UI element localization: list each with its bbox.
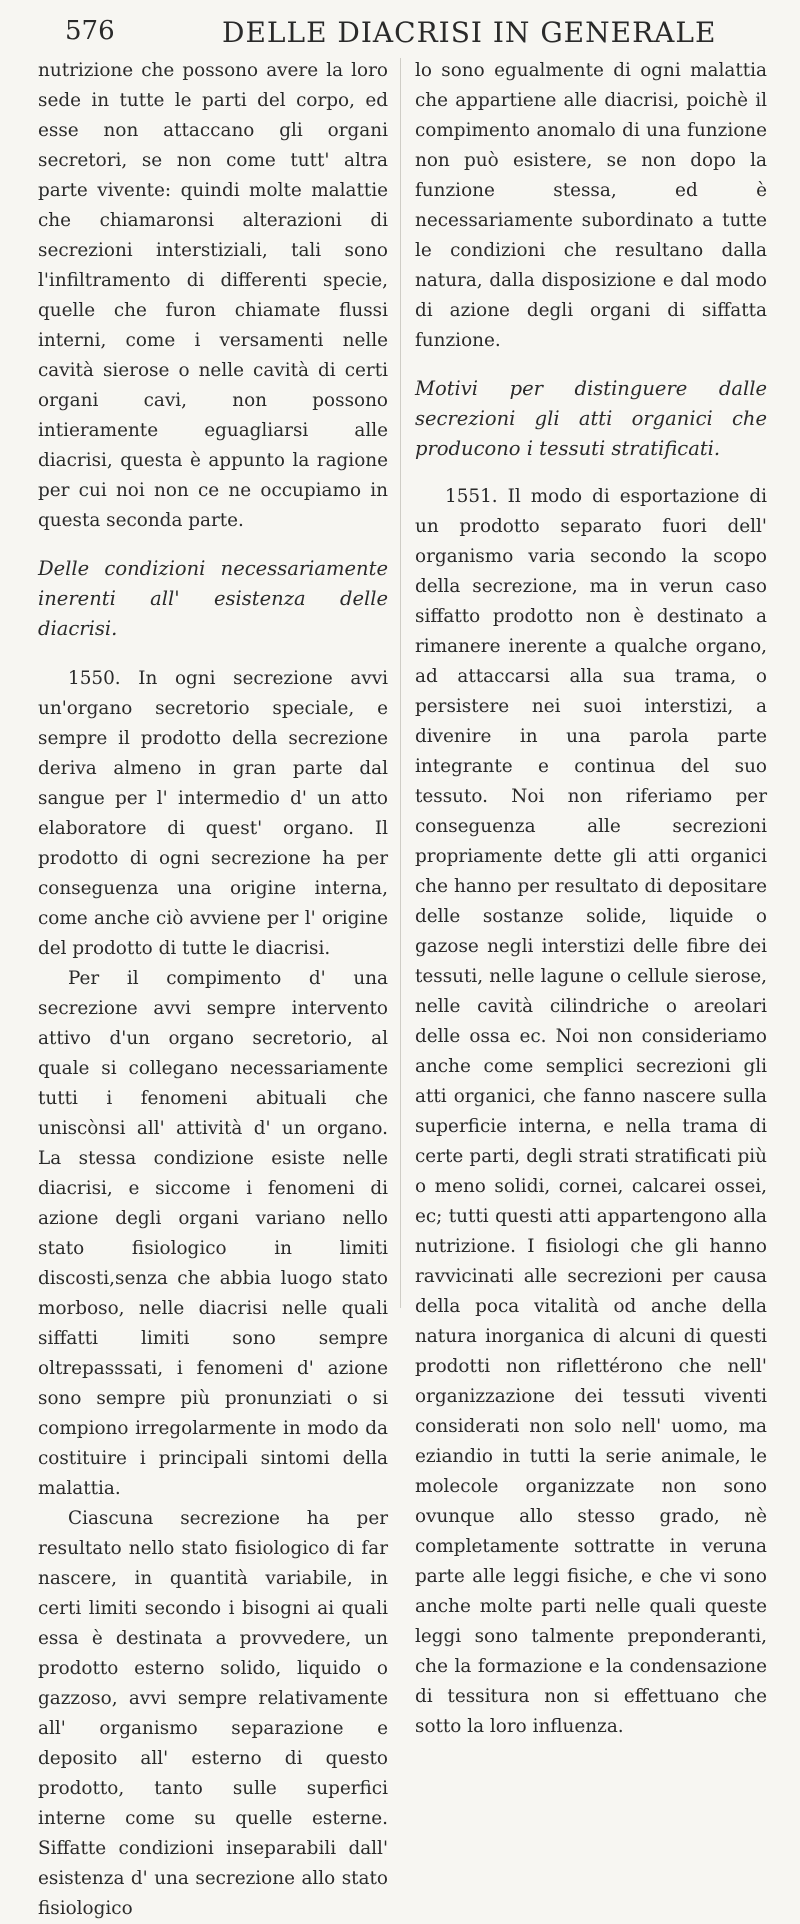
paragraph-1551: 1551. Il modo di esportazione di un prodotto separato fuori dell' organismo varia secondo la scopo della secrezione, ma in verun caso siffatto prodotto non è destinato a rimanere inerente a qualche organo, ad attaccarsi alla sua trama, o persistere nei suoi interstizi, a divenire in una parola parte integrante e continua del suo tessuto. Noi non riferiamo per conseguenza alle secrezioni propriamente dette gli atti organici che hanno per resultato di depositare delle sostanze solide, liquide o gazose negli interstizi delle fibre dei tessuti, nelle lagune o cellule sierose, nelle cavità cilindriche o areolari delle ossa ec. Noi non consideriamo anche come semplici secrezioni gli atti organici, che fanno nascere sulla superficie interna, e nella trama di certe parti, degli strati stratificati più o meno solidi, cornei, calcarei ossei, ec; tutti questi atti appartengono alla nutrizione. I fisiologi che gli hanno ravvicinati alle secrezioni per causa della poca vitalità od anche della natura inorganica di alcuni di questi prodotti non riflettérono che nell' organizzazione dei tessuti viventi considerati non solo nell' uomo, ma eziandio in tutti la serie animale, le molecole organizzate non sono ovunque allo stesso grado, nè completamente sottratte in veruna parte alle leggi fisiche, e che vi sono anche molte parti nelle quali queste leggi sono talmente preponderanti, che la formazione e la condensazione di tessitura non si effettuano che sotto la loro influenza.: [415, 486, 767, 1737]
page-header: [0, 14, 800, 54]
paragraph-1550: 1550. In ogni secrezione avvi un'organo secretorio speciale, e sempre il prodotto della secrezione deriva almeno in gran parte dal sangue per l' intermedio d' un atto elaboratore di quest' organo. Il prodotto di ogni secrezione ha per conseguenza una origine interna, come anche ciò avviene per l' origine del prodotto di tutte le diacrisi.: [38, 668, 388, 959]
running-title: DELLE DIACRISI IN GENERALE: [222, 16, 717, 49]
paragraph: lo sono egualmente di ogni malattia che appartiene alle diacrisi, poichè il compimento anomalo di una funzione non può esistere, se non dopo la funzione stessa, ed è necessariamente subordinato a tutte le condizioni che resultano dalla natura, dalla disposizione e dal modo di azione degli organi di siffatta funzione.: [415, 60, 767, 351]
section-heading: Motivi per distinguere dalle secrezioni gli atti organici che producono i tessuti stratificati.: [415, 377, 767, 460]
paragraph: Per il compimento d' una secrezione avvi sempre intervento attivo d'un organo secretorio, al quale si collegano necessariamente tutti i fenomeni abituali che uniscònsi all' attività d' un organo. La stessa condizione esiste nelle diacrisi, e siccome i fenomeni di azione degli organi variano nello stato fisiologico in limiti discosti,senza che abbia luogo stato morboso, nelle diacrisi nelle quali siffatti limiti sono sempre oltrepasssati, i fenomeni d' azione sono sempre più pronunziati o si compiono irregolarmente in modo da costituire i principali sintomi della malattia.: [38, 968, 388, 1499]
paragraph: Ciascuna secrezione ha per resultato nello stato fisiologico di far nascere, in quantità variabile, in certi limiti secondo i bisogni ai quali essa è destinata a provvedere, un prodotto esterno solido, liquido o gazzoso, avvi sempre relativamente all' organismo separazione e deposito all' esterno di questo prodotto, tanto sulle superfici interne come su quelle esterne. Siffatte condizioni inseparabili dall' esistenza d' una secrezione allo stato fisiologico: [38, 1508, 388, 1919]
paragraph: nutrizione che possono avere la loro sede in tutte le parti del corpo, ed esse non attaccano gli organi secretori, se non come tutt' altra parte vivente: quindi molte malattie che chiamaronsi alterazioni di secrezioni interstiziali, tali sono l'infiltramento di differenti specie, quelle che furon chiamate flussi interni, come i versamenti nelle cavità sierose o nelle cavità di certi organi cavi, non possono intieramente eguagliarsi alle diacrisi, questa è appunto la ragione per cui noi non ce ne occupiamo in questa seconda parte.: [38, 60, 388, 531]
left-column: [38, 56, 388, 1924]
page-number: 576: [65, 16, 115, 46]
column-divider: [400, 58, 401, 1308]
section-heading: Delle condizioni necessariamente inerenti all' esistenza delle diacrisi.: [38, 557, 388, 640]
right-column: [415, 56, 767, 1742]
